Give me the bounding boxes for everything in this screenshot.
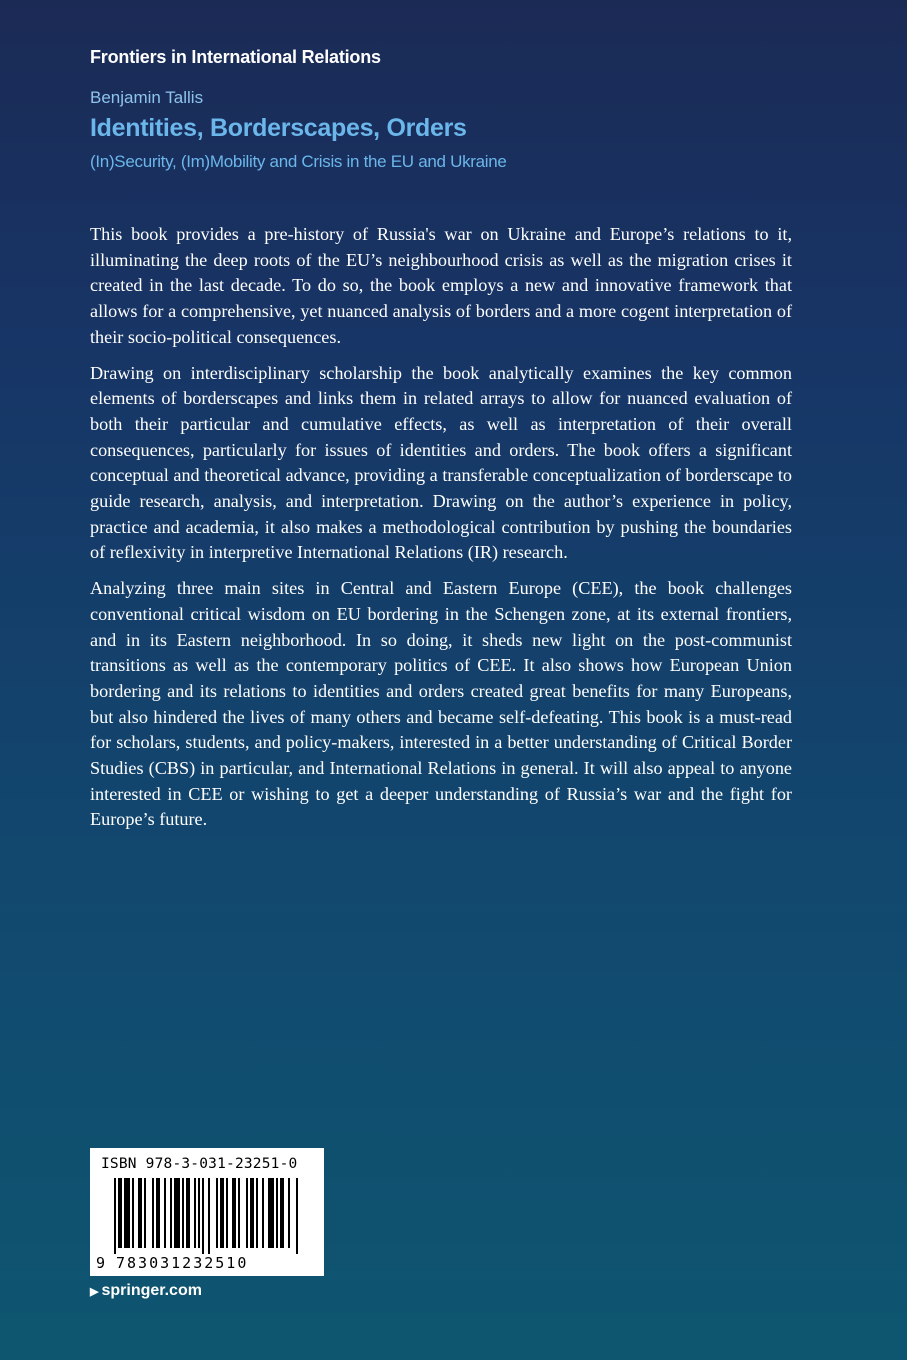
publisher-link[interactable] — [90, 1282, 202, 1300]
arrow-right-icon: ▶ — [90, 1286, 99, 1298]
barcode-bar — [144, 1178, 146, 1248]
barcode-bars — [114, 1178, 304, 1254]
barcode-bar — [246, 1178, 248, 1248]
barcode-bar — [268, 1178, 274, 1248]
barcode-bar — [220, 1178, 224, 1248]
barcode-bar — [138, 1178, 142, 1248]
barcode-bar — [288, 1178, 290, 1248]
series-name: Frontiers in International Relations — [90, 47, 381, 67]
blurb-paragraph-1: This book provides a pre-history of Russia's war on Ukraine and Europe’s relations to it, illuminating the deep roots of the EU’s neighbourhood crisis as well as the migration crises it created in the last decade. To do so, the book employs a new and innovative framework that allows for a comprehensive, yet nuanced analysis of borders and a more cogent interpretation of their socio-political consequences. — [90, 224, 792, 347]
barcode-bar — [118, 1178, 122, 1248]
barcode-bar — [208, 1178, 210, 1254]
blurb — [90, 222, 792, 843]
barcode-bar — [216, 1178, 218, 1248]
barcode-bar — [194, 1178, 196, 1248]
barcode-bar — [114, 1178, 116, 1254]
barcode-bar — [170, 1178, 172, 1248]
barcode-bar — [132, 1178, 134, 1248]
barcode-bar — [238, 1178, 240, 1248]
barcode-bar — [256, 1178, 258, 1248]
blurb-paragraph-3: Analyzing three main sites in Central and Eastern Europe (CEE), the book challenges conventional critical wisdom on EU bordering in the Schengen zone, at its external frontiers, and in its Eastern neighborhood. In so doing, it sheds new light on the post-communist transitions as well as the contemporary politics of CEE. It also shows how European Union bordering and its relations to identities and orders created great benefits for many Europeans, but also hindered the lives of many others and became self-defeating. This book is a must-read for scholars, students, and policy-makers, interested in a better understanding of Critical Border Studies (CBS) in particular, and International Relations in general. It will also appeal to anyone interested in CEE or wishing to get a deeper understanding of Russia’s war and the fight for Europe’s future. — [90, 578, 792, 830]
barcode-bar — [186, 1178, 190, 1248]
book-title: Identities, Borderscapes, Orders — [90, 114, 467, 142]
publisher-link-text: springer.com — [101, 1282, 202, 1299]
book-subtitle: (In)Security, (Im)Mobility and Crisis in the EU and Ukraine — [90, 152, 507, 171]
barcode-bar — [232, 1178, 236, 1248]
isbn-label: ISBN 978-3-031-23251-0 — [101, 1156, 298, 1172]
barcode-bar — [198, 1178, 200, 1248]
barcode-bar — [202, 1178, 204, 1254]
barcode-lead-digit: 9 — [96, 1254, 106, 1272]
barcode-digits: 783031232510 — [116, 1254, 249, 1272]
barcode-bar — [152, 1178, 154, 1248]
barcode-bar — [156, 1178, 160, 1248]
barcode-bar — [262, 1178, 264, 1248]
barcode-bar — [276, 1178, 278, 1248]
blurb-paragraph-2: Drawing on interdisciplinary scholarship the book analytically examines the key common elements of borderscapes and links them in related arrays to allow for nuanced evaluation of both their particular and cumulative effects, as well as interpretation of their overall consequences, particularly for issues of identities and orders. The book offers a significant conceptual and theoretical advance, providing a transferable conceptualization of borderscape to guide research, analysis, and interpretation. Drawing on the author’s experience in policy, practice and academia, it also makes a methodological contribution by pushing the boundaries of reflexivity in interpretive International Relations (IR) research. — [90, 362, 792, 563]
barcode-bar — [296, 1178, 298, 1254]
barcode-bar — [174, 1178, 180, 1248]
barcode-bar — [280, 1178, 284, 1248]
barcode-bar — [164, 1178, 166, 1248]
barcode-bar — [250, 1178, 254, 1248]
isbn-barcode — [90, 1148, 324, 1276]
barcode-bar — [182, 1178, 184, 1248]
barcode-bar — [226, 1178, 228, 1248]
author-name: Benjamin Tallis — [90, 88, 204, 107]
barcode-bar — [124, 1178, 130, 1248]
